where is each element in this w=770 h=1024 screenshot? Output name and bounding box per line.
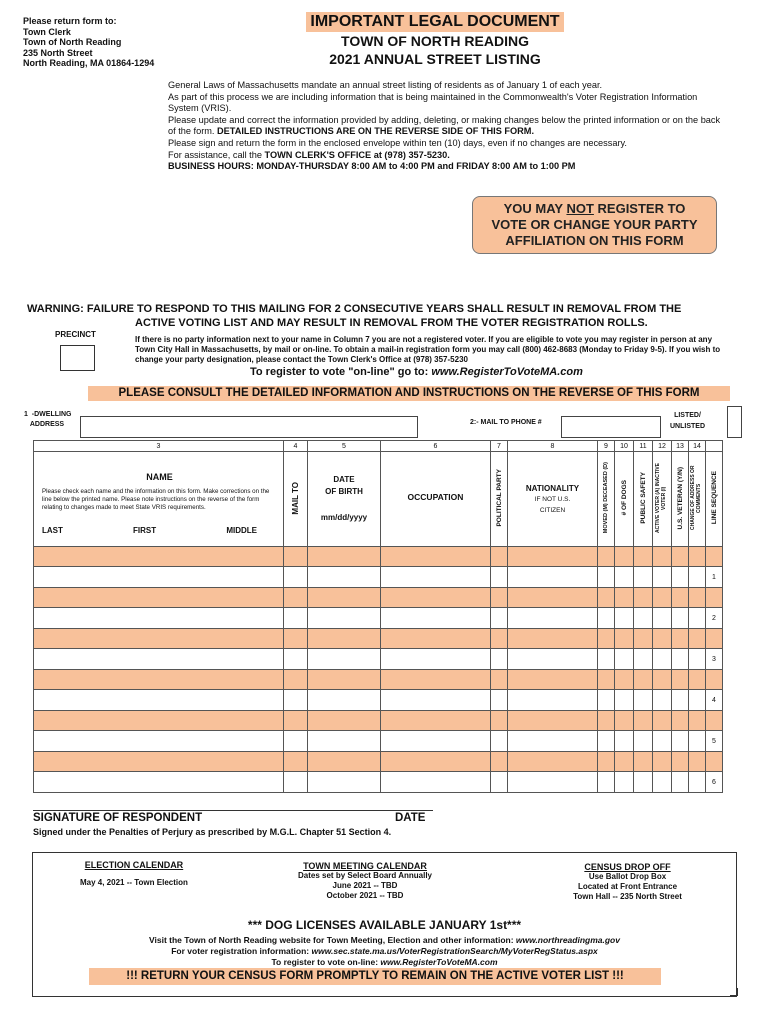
correction-cell[interactable] xyxy=(491,567,508,588)
notice-text: YOU MAY xyxy=(503,201,567,216)
correction-cell[interactable] xyxy=(284,608,308,629)
table-cell xyxy=(634,547,653,567)
warning-text xyxy=(27,302,757,330)
correction-cell[interactable] xyxy=(672,690,689,711)
penalty-text: Signed under the Penalties of Perjury as prescribed by M.G.L. Chapter 51 Section 4. xyxy=(33,827,392,837)
table-cell xyxy=(706,752,723,772)
col-num: 8 xyxy=(508,441,598,452)
correction-cell[interactable] xyxy=(491,690,508,711)
visit-info xyxy=(32,935,737,968)
dog-licenses: *** DOG LICENSES AVAILABLE JANUARY 1st*** xyxy=(247,918,522,932)
table-row-printed xyxy=(34,752,723,772)
table-cell xyxy=(653,752,672,772)
correction-cell[interactable] xyxy=(598,772,615,793)
party-note: If there is no party information next to your name in Column 7 you are not a registered voter. If you are eligible to vote you may register in person at any Town City Hall in Massachusetts, by mail or on-line. To obtain a mail-in registration form you may call (800) 462-8683 (Monday to Friday 9-5). If you wish to change your party designation, please contact the Town Clerk's Office at (978) 357-5230 xyxy=(135,335,721,364)
dwelling-label-1: -DWELLING xyxy=(31,411,72,418)
correction-cell[interactable] xyxy=(34,608,284,629)
change-label: CHANGE OF ADDRESS OR COMMENTS xyxy=(690,465,702,531)
census-title: CENSUS DROP OFF xyxy=(584,862,671,872)
table-cell xyxy=(308,547,381,567)
table-cell xyxy=(653,588,672,608)
table-row-printed xyxy=(34,588,723,608)
mail-to-label: MAIL TO xyxy=(291,481,300,515)
table-cell xyxy=(284,588,308,608)
visit-text: Visit the Town of North Reading website for Town Meeting, Election and other information: xyxy=(149,935,516,945)
veteran-header xyxy=(672,452,689,547)
table-cell xyxy=(508,670,598,690)
middle-name-label: MIDDLE xyxy=(226,526,257,535)
table-cell xyxy=(615,711,634,731)
table-cell xyxy=(615,629,634,649)
table-cell xyxy=(706,588,723,608)
table-cell xyxy=(34,588,284,608)
intro-paragraph: Please sign and return the form in the enclosed envelope within ten (10) days, even if no changes are necessary. xyxy=(168,137,627,148)
table-cell xyxy=(491,711,508,731)
notice-line: VOTE OR CHANGE YOUR PARTY xyxy=(491,217,698,232)
correction-cell[interactable] xyxy=(598,649,615,670)
intro-text-span: Please update and correct the information provided by adding, deleting, or making changes below the printed information or on the back of the form. xyxy=(168,114,721,137)
election-body: May 4, 2021 -- Town Election xyxy=(80,878,188,887)
name-instructions: Please check each name and the information on this form. Make corrections on the line below the printed name. Please note instructions on the reverse of the form relating to changes made to meet State VRIS requirements. xyxy=(42,488,270,511)
correction-cell[interactable] xyxy=(653,731,672,752)
row-number: 6 xyxy=(706,772,723,793)
listed-field[interactable] xyxy=(727,406,742,438)
correction-cell[interactable] xyxy=(689,772,706,793)
correction-cell[interactable] xyxy=(634,608,653,629)
table-cell xyxy=(508,711,598,731)
table-cell xyxy=(689,670,706,690)
table-cell xyxy=(598,588,615,608)
last-name-label: LAST xyxy=(42,526,63,535)
table-cell xyxy=(615,670,634,690)
nationality-sub: CITIZEN xyxy=(539,506,566,514)
col-num-empty xyxy=(706,441,723,452)
return-address-line: 235 North Street xyxy=(23,47,93,58)
intro-bold-span: DETAILED INSTRUCTIONS ARE ON THE REVERSE SIDE OF THIS FORM. xyxy=(217,126,535,137)
visit-line xyxy=(32,935,737,946)
visit-line xyxy=(32,957,737,968)
active-label: ACTIVE VOTER (A) INACTIVE VOTER (I) xyxy=(655,463,667,534)
correction-cell[interactable] xyxy=(381,690,491,711)
return-notice: !!! RETURN YOUR CENSUS FORM PROMPTLY TO REMAIN ON THE ACTIVE VOTER LIST !!! xyxy=(89,968,661,985)
col-num: 11 xyxy=(634,441,653,452)
correction-cell[interactable] xyxy=(598,731,615,752)
correction-cell[interactable] xyxy=(491,772,508,793)
town-name: TOWN OF NORTH READING xyxy=(341,33,529,49)
notice-text: REGISTER TO xyxy=(593,201,686,216)
table-row-printed xyxy=(34,629,723,649)
safety-header xyxy=(634,452,653,547)
correction-cell[interactable] xyxy=(672,731,689,752)
table-cell xyxy=(598,752,615,772)
table-cell xyxy=(598,547,615,567)
table-cell xyxy=(308,752,381,772)
signature-label: SIGNATURE OF RESPONDENT xyxy=(33,812,203,824)
correction-cell[interactable] xyxy=(308,772,381,793)
table-cell xyxy=(508,588,598,608)
correction-cell[interactable] xyxy=(689,649,706,670)
correction-cell[interactable] xyxy=(308,567,381,588)
date-label: DATE xyxy=(395,812,426,824)
table-row-correction[interactable] xyxy=(34,690,723,711)
correction-cell[interactable] xyxy=(615,649,634,670)
correction-cell[interactable] xyxy=(653,567,672,588)
first-name-label: FIRST xyxy=(133,526,157,535)
town-meeting-calendar xyxy=(270,861,460,901)
correction-cell[interactable] xyxy=(34,649,284,670)
warning-line: ACTIVE VOTING LIST AND MAY RESULT IN REMOVAL FROM THE VOTER REGISTRATION ROLLS. xyxy=(135,317,648,329)
correction-cell[interactable] xyxy=(308,731,381,752)
table-cell xyxy=(653,629,672,649)
occupation-header: OCCUPATION xyxy=(381,452,491,547)
town-meeting-line: June 2021 -- TBD xyxy=(332,881,398,890)
correction-cell[interactable] xyxy=(284,731,308,752)
col-num: 9 xyxy=(598,441,615,452)
correction-cell[interactable] xyxy=(508,608,598,629)
table-cell xyxy=(284,670,308,690)
correction-cell[interactable] xyxy=(508,731,598,752)
table-cell xyxy=(34,670,284,690)
table-cell xyxy=(615,547,634,567)
table-cell xyxy=(284,547,308,567)
table-row-correction[interactable] xyxy=(34,731,723,752)
table-cell xyxy=(706,629,723,649)
nationality-header xyxy=(508,452,598,547)
table-cell xyxy=(672,670,689,690)
table-cell xyxy=(689,588,706,608)
return-address-line: Please return form to: xyxy=(23,16,117,26)
voter-status-link[interactable]: www.sec.state.ma.us/VoterRegistrationSearch/MyVoterRegStatus.aspx xyxy=(311,946,598,956)
correction-cell[interactable] xyxy=(381,731,491,752)
change-header xyxy=(689,452,706,547)
correction-cell[interactable] xyxy=(34,731,284,752)
correction-cell[interactable] xyxy=(381,567,491,588)
correction-cell[interactable] xyxy=(381,608,491,629)
name-title: NAME xyxy=(146,472,173,482)
dob-label-1: DATE xyxy=(333,475,355,484)
table-row-correction[interactable] xyxy=(34,567,723,588)
table-cell xyxy=(598,670,615,690)
registration-notice xyxy=(472,196,717,254)
table-cell xyxy=(689,752,706,772)
visit-text: For voter registration information: xyxy=(171,946,312,956)
listed-label xyxy=(670,410,705,432)
dob-label-2: OF BIRTH xyxy=(325,487,363,496)
census-line: Town Hall -- 235 North Street xyxy=(573,892,682,901)
nationality-sub: IF NOT U.S. xyxy=(534,495,571,503)
document-header xyxy=(300,12,570,68)
table-cell xyxy=(672,547,689,567)
col-num: 7 xyxy=(491,441,508,452)
table-cell xyxy=(653,547,672,567)
table-cell xyxy=(689,711,706,731)
correction-cell[interactable] xyxy=(308,649,381,670)
table-cell xyxy=(308,711,381,731)
correction-cell[interactable] xyxy=(34,690,284,711)
precinct-box[interactable] xyxy=(60,345,95,371)
table-cell xyxy=(634,752,653,772)
listed-line: LISTED/ xyxy=(674,412,701,419)
dwelling-address-field[interactable] xyxy=(80,416,418,438)
table-row-printed xyxy=(34,711,723,731)
row-number: 2 xyxy=(706,608,723,629)
notice-line xyxy=(473,201,716,217)
correction-cell[interactable] xyxy=(672,608,689,629)
signature-line[interactable] xyxy=(33,810,433,811)
table-cell xyxy=(491,670,508,690)
party-label: POLITICAL PARTY xyxy=(495,469,503,527)
table-cell xyxy=(634,588,653,608)
correction-cell[interactable] xyxy=(634,567,653,588)
resident-table xyxy=(33,440,723,793)
table-cell xyxy=(706,547,723,567)
table-cell xyxy=(284,629,308,649)
correction-cell[interactable] xyxy=(672,567,689,588)
table-cell xyxy=(34,752,284,772)
election-calendar xyxy=(80,860,188,888)
row-number: 5 xyxy=(706,731,723,752)
col-num: 3 xyxy=(34,441,284,452)
correction-cell[interactable] xyxy=(381,649,491,670)
intro-paragraph: General Laws of Massachusetts mandate an annual street listing of residents as of January 1 of each year. xyxy=(168,80,603,90)
table-row-correction[interactable] xyxy=(34,772,723,793)
intro-paragraph: As part of this process we are including information that is being maintained in the Commonwealth's Voter Registration Information System (VRIS). xyxy=(168,91,698,114)
table-cell xyxy=(381,588,491,608)
correction-cell[interactable] xyxy=(615,608,634,629)
intro-paragraph xyxy=(168,115,728,138)
dogs-header xyxy=(615,452,634,547)
return-address-line: Town Clerk xyxy=(23,26,71,37)
correction-cell[interactable] xyxy=(598,690,615,711)
census-line: Located at Front Entrance xyxy=(577,882,678,891)
dwelling-label-2: ADDRESS xyxy=(29,421,65,428)
correction-cell[interactable] xyxy=(598,567,615,588)
table-cell xyxy=(653,711,672,731)
dob-header xyxy=(308,452,381,547)
veteran-label: U.S. VETERAN (Y/N) xyxy=(676,466,684,530)
correction-cell[interactable] xyxy=(672,772,689,793)
correction-cell[interactable] xyxy=(653,649,672,670)
listing-title: 2021 ANNUAL STREET LISTING xyxy=(329,51,541,67)
col-num: 10 xyxy=(615,441,634,452)
correction-cell[interactable] xyxy=(284,567,308,588)
visit-line xyxy=(32,946,737,957)
table-cell xyxy=(689,547,706,567)
correction-cell[interactable] xyxy=(491,731,508,752)
correction-cell[interactable] xyxy=(491,608,508,629)
moved-label: MOVED (M) DECEASED (D) xyxy=(603,462,609,534)
correction-cell[interactable] xyxy=(615,772,634,793)
census-line: Use Ballot Drop Box xyxy=(588,872,667,881)
mail-phone-field[interactable] xyxy=(561,416,661,438)
correction-cell[interactable] xyxy=(34,772,284,793)
table-cell xyxy=(672,711,689,731)
dwelling-label xyxy=(24,410,71,430)
safety-label: PUBLIC SAFETY xyxy=(639,472,647,524)
table-cell xyxy=(381,547,491,567)
correction-cell[interactable] xyxy=(634,731,653,752)
col-num: 5 xyxy=(308,441,381,452)
table-cell xyxy=(308,670,381,690)
correction-cell[interactable] xyxy=(689,690,706,711)
table-cell xyxy=(508,547,598,567)
table-cell xyxy=(598,629,615,649)
table-cell xyxy=(284,752,308,772)
correction-cell[interactable] xyxy=(634,649,653,670)
correction-cell[interactable] xyxy=(615,567,634,588)
table-row-printed xyxy=(34,670,723,690)
table-cell xyxy=(34,547,284,567)
correction-cell[interactable] xyxy=(634,772,653,793)
intro-text xyxy=(168,80,728,173)
intro-bold-span: TOWN CLERK'S OFFICE at (978) 357-5230. xyxy=(264,149,450,160)
correction-cell[interactable] xyxy=(598,608,615,629)
dogs-label: # OF DOGS xyxy=(620,480,628,516)
dob-format: mm/dd/yyyy xyxy=(320,513,368,522)
table-cell xyxy=(491,547,508,567)
visit-text: To register to vote on-line: xyxy=(271,957,381,967)
town-meeting-line: October 2021 -- TBD xyxy=(326,891,404,900)
intro-paragraph xyxy=(168,150,728,162)
column-number-row xyxy=(34,441,723,452)
table-cell xyxy=(381,629,491,649)
town-website-link[interactable]: www.northreadingma.gov xyxy=(515,935,620,945)
correction-cell[interactable] xyxy=(308,690,381,711)
table-row-correction[interactable] xyxy=(34,649,723,670)
precinct-label: PRECINCT xyxy=(55,330,96,339)
correction-cell[interactable] xyxy=(508,649,598,670)
table-cell xyxy=(381,711,491,731)
moved-header xyxy=(598,452,615,547)
col-num: 13 xyxy=(672,441,689,452)
dwelling-num: 1 xyxy=(24,411,28,418)
correction-cell[interactable] xyxy=(284,690,308,711)
col-num: 12 xyxy=(653,441,672,452)
correction-cell[interactable] xyxy=(653,690,672,711)
intro-text-span: For assistance, call the xyxy=(168,149,265,160)
active-header xyxy=(653,452,672,547)
table-cell xyxy=(634,711,653,731)
election-title: ELECTION CALENDAR xyxy=(84,860,184,870)
row-number: 1 xyxy=(706,567,723,588)
mail-to-header xyxy=(284,452,308,547)
line-seq-header xyxy=(706,452,723,547)
table-cell xyxy=(381,670,491,690)
table-cell xyxy=(672,588,689,608)
listed-line: UNLISTED xyxy=(670,423,705,430)
correction-cell[interactable] xyxy=(672,649,689,670)
notice-not: NOT xyxy=(566,201,594,216)
table-cell xyxy=(706,670,723,690)
table-cell xyxy=(284,711,308,731)
correction-cell[interactable] xyxy=(284,772,308,793)
table-cell xyxy=(508,752,598,772)
correction-cell[interactable] xyxy=(634,690,653,711)
correction-cell[interactable] xyxy=(508,772,598,793)
row-number: 4 xyxy=(706,690,723,711)
name-header xyxy=(34,452,284,547)
document-title: IMPORTANT LEGAL DOCUMENT xyxy=(306,12,563,32)
table-cell xyxy=(634,629,653,649)
nationality-label: NATIONALITY xyxy=(525,483,580,493)
table-cell xyxy=(689,629,706,649)
table-cell xyxy=(706,711,723,731)
name-subcolumns xyxy=(42,526,277,535)
correction-cell[interactable] xyxy=(308,608,381,629)
table-cell xyxy=(491,629,508,649)
party-header xyxy=(491,452,508,547)
return-address xyxy=(23,16,154,69)
register-online-link[interactable]: www.RegisterToVoteMA.com xyxy=(380,957,498,967)
correction-cell[interactable] xyxy=(508,567,598,588)
table-cell xyxy=(491,588,508,608)
warning-line: WARNING: FAILURE TO RESPOND TO THIS MAILING FOR 2 CONSECUTIVE YEARS SHALL RESULT IN REMOVAL FROM THE xyxy=(27,303,682,315)
correction-cell[interactable] xyxy=(689,567,706,588)
col-num: 4 xyxy=(284,441,308,452)
column-header-row xyxy=(34,452,723,547)
correction-cell[interactable] xyxy=(284,649,308,670)
town-meeting-line: Dates set by Select Board Annually xyxy=(298,871,432,880)
table-cell xyxy=(34,711,284,731)
table-cell xyxy=(615,752,634,772)
notice-line: AFFILIATION ON THIS FORM xyxy=(505,233,684,248)
table-cell xyxy=(34,629,284,649)
table-cell xyxy=(672,752,689,772)
return-address-line: North Reading, MA 01864-1294 xyxy=(23,58,155,68)
table-cell xyxy=(508,629,598,649)
correction-cell[interactable] xyxy=(491,649,508,670)
business-hours: BUSINESS HOURS: MONDAY-THURSDAY 8:00 AM to 4:00 PM and FRIDAY 8:00 AM to 1:00 PM xyxy=(168,161,576,172)
table-cell xyxy=(491,752,508,772)
table-cell xyxy=(308,588,381,608)
table-cell xyxy=(381,752,491,772)
table-cell xyxy=(615,588,634,608)
register-url[interactable]: www.RegisterToVoteMA.com xyxy=(431,366,583,378)
return-address-line: Town of North Reading xyxy=(23,37,122,47)
row-number: 3 xyxy=(706,649,723,670)
table-cell xyxy=(672,629,689,649)
corner-mark xyxy=(730,988,738,996)
correction-cell[interactable] xyxy=(381,772,491,793)
table-cell xyxy=(598,711,615,731)
col-num: 14 xyxy=(689,441,706,452)
correction-cell[interactable] xyxy=(615,690,634,711)
correction-cell[interactable] xyxy=(508,690,598,711)
correction-cell[interactable] xyxy=(689,731,706,752)
col-num: 6 xyxy=(381,441,491,452)
consult-banner: PLEASE CONSULT THE DETAILED INFORMATION AND INSTRUCTIONS ON THE REVERSE OF THIS FORM xyxy=(88,386,730,401)
line-seq-label: LINE SEQUENCE xyxy=(710,471,718,525)
register-text: To register to vote "on-line" go to: xyxy=(250,366,432,378)
correction-cell[interactable] xyxy=(689,608,706,629)
mail-phone-label: 2:- MAIL TO PHONE # xyxy=(470,419,542,426)
register-online-line xyxy=(250,366,583,378)
table-cell xyxy=(634,670,653,690)
table-cell xyxy=(308,629,381,649)
correction-cell[interactable] xyxy=(34,567,284,588)
correction-cell[interactable] xyxy=(653,608,672,629)
correction-cell[interactable] xyxy=(653,772,672,793)
table-cell xyxy=(653,670,672,690)
correction-cell[interactable] xyxy=(615,731,634,752)
table-row-printed xyxy=(34,547,723,567)
table-row-correction[interactable] xyxy=(34,608,723,629)
census-drop-off xyxy=(555,862,700,902)
town-meeting-title: TOWN MEETING CALENDAR xyxy=(303,861,427,871)
